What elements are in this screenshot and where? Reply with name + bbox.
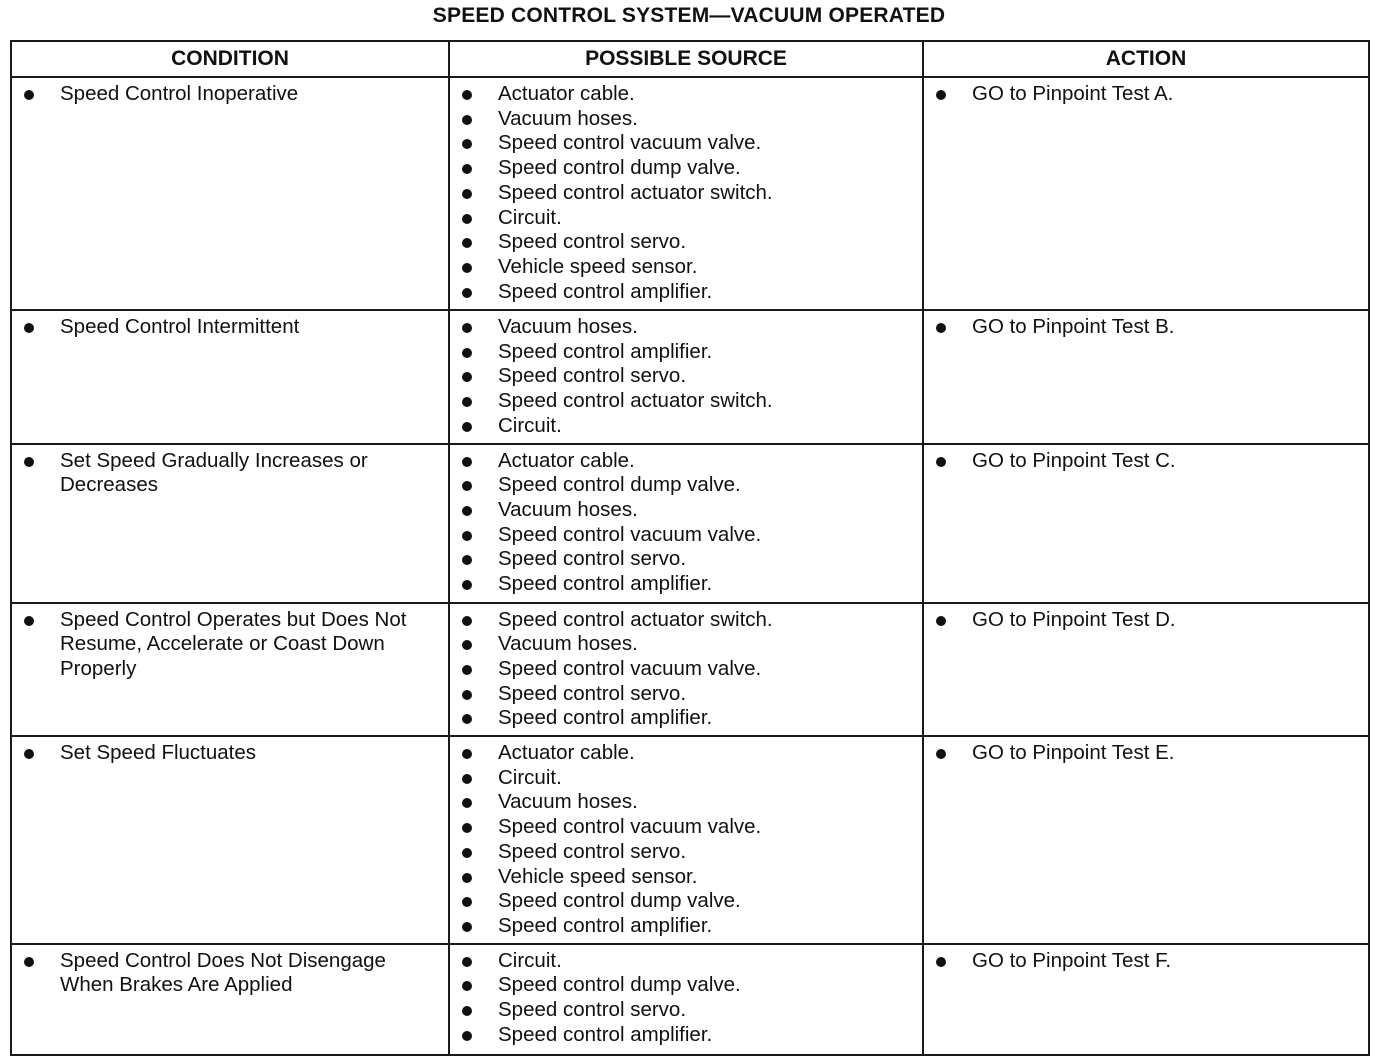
action-list-item [924,315,1368,340]
possible-source-cell [449,736,923,944]
source-text: Speed control amplifier. [498,279,713,303]
bullet-icon [462,214,472,224]
action-cell [923,603,1369,737]
action-list-item [924,608,1368,633]
source-list-item [450,865,922,890]
source-text: Speed control amplifier. [498,913,713,937]
source-text: Vacuum hoses. [498,790,638,814]
condition-list-item [12,315,448,340]
table-body [11,77,1369,1055]
source-text: Circuit. [498,413,562,437]
source-text: Speed control dump valve. [498,156,741,180]
source-text: Circuit. [498,948,562,972]
source-text: Speed control servo. [498,839,687,863]
action-list-item [924,82,1368,107]
condition-cell-list [12,949,448,998]
action-text: GO to Pinpoint Test A. [972,82,1174,105]
source-text: Speed control amplifier. [498,1022,713,1046]
source-list-item [450,315,922,340]
bullet-icon [462,897,472,907]
condition-text: Set Speed Fluctuates [60,741,257,765]
source-text: Speed control servo. [498,547,687,571]
source-list-item [450,206,922,231]
source-list-item [450,82,922,107]
source-text: Speed control vacuum valve. [498,522,762,546]
source-text: Speed control amplifier. [498,572,713,596]
bullet-icon [462,580,472,590]
possible-source-cell-list [450,608,922,732]
source-list-item [450,389,922,414]
condition-cell-list [12,82,448,107]
bullet-icon [24,323,34,333]
possible-source-cell [449,444,923,603]
source-list-item [450,255,922,280]
bullet-icon [462,774,472,784]
source-list-item [450,364,922,389]
bullet-icon [462,957,472,967]
bullet-icon [462,263,472,273]
bullet-icon [462,848,472,858]
table-row [11,736,1369,944]
page-title: SPEED CONTROL SYSTEM—VACUUM OPERATED [432,4,946,27]
source-text: Speed control dump valve. [498,889,741,913]
condition-cell-list [12,741,448,766]
table-row [11,944,1369,1055]
bullet-icon [462,823,472,833]
condition-cell [11,944,449,1055]
table-row [11,444,1369,603]
possible-source-cell-list [450,949,922,1048]
source-text: Vacuum hoses. [498,497,638,521]
source-list-item [450,280,922,305]
diagnosis-table [10,40,1370,1056]
bullet-icon [24,616,34,626]
possible-source-cell-list [450,449,922,597]
possible-source-cell-list [450,315,922,439]
source-list-item [450,473,922,498]
source-list-item [450,1023,922,1048]
header-row [11,41,1369,77]
source-list-item [450,949,922,974]
source-list-item [450,449,922,474]
bullet-icon [936,749,946,759]
bullet-icon [462,531,472,541]
source-list-item [450,889,922,914]
source-text: Speed control servo. [498,364,687,388]
source-list-item [450,572,922,597]
source-list-item [450,973,922,998]
source-text: Vehicle speed sensor. [498,864,698,888]
source-list-item [450,547,922,572]
action-text: GO to Pinpoint Test F. [972,948,1172,972]
action-text: GO to Pinpoint Test D. [972,607,1176,631]
source-list-item [450,608,922,633]
table-row [11,77,1369,310]
bullet-icon [462,90,472,100]
condition-cell [11,603,449,737]
table-row [11,603,1369,737]
source-text: Actuator cable. [498,741,635,765]
source-list-item [450,107,922,132]
condition-cell [11,736,449,944]
source-text: Speed control servo. [498,998,687,1022]
possible-source-cell [449,603,923,737]
bullet-icon [462,288,472,298]
source-list-item [450,657,922,682]
source-text: Vehicle speed sensor. [498,254,698,278]
action-cell-list [924,949,1368,974]
bullet-icon [24,749,34,759]
bullet-icon [462,323,472,333]
source-list-item [450,414,922,439]
source-list-item [450,706,922,731]
bullet-icon [462,714,472,724]
action-cell-list [924,449,1368,474]
source-text: Speed control actuator switch. [498,180,773,204]
possible-source-cell [449,310,923,444]
possible-source-cell [449,77,923,310]
source-list-item [450,181,922,206]
bullet-icon [462,164,472,174]
source-list-item [450,498,922,523]
source-text: Speed control amplifier. [498,706,713,730]
bullet-icon [462,922,472,932]
bullet-icon [462,481,472,491]
bullet-icon [462,506,472,516]
source-list-item [450,156,922,181]
action-cell [923,77,1369,310]
action-cell [923,944,1369,1055]
action-cell [923,310,1369,444]
bullet-icon [24,457,34,467]
action-cell-list [924,315,1368,340]
bullet-icon [936,957,946,967]
bullet-icon [24,957,34,967]
condition-cell [11,77,449,310]
possible-source-cell-list [450,741,922,939]
bullet-icon [462,189,472,199]
source-list-item [450,914,922,939]
source-list-item [450,131,922,156]
table-row [11,310,1369,444]
source-text: Speed control vacuum valve. [498,131,762,155]
bullet-icon [462,115,472,125]
action-cell [923,736,1369,944]
bullet-icon [462,457,472,467]
source-text: Vacuum hoses. [498,632,638,656]
source-list-item [450,998,922,1023]
condition-list-item [12,949,448,998]
bullet-icon [462,981,472,991]
condition-cell-list [12,608,448,682]
source-list-item [450,340,922,365]
condition-list-item [12,82,448,107]
source-list-item [450,790,922,815]
bullet-icon [462,238,472,248]
condition-cell-list [12,449,448,498]
bullet-icon [462,372,472,382]
action-cell-list [924,741,1368,766]
action-text: GO to Pinpoint Test C. [972,448,1176,472]
source-list-item [450,523,922,548]
possible-source-cell-list [450,82,922,304]
header-action: ACTION [923,41,1369,77]
condition-text: Set Speed Gradually Increases or Decreases [60,448,368,497]
bullet-icon [936,90,946,100]
bullet-icon [462,422,472,432]
source-list-item [450,632,922,657]
source-text: Circuit. [498,205,562,229]
condition-text: Speed Control Operates but Does Not Resume, Accelerate or Coast Down Properly [60,607,407,680]
source-text: Circuit. [498,765,562,789]
source-text: Speed control dump valve. [498,973,741,997]
bullet-icon [936,457,946,467]
source-list-item [450,815,922,840]
source-text: Vacuum hoses. [498,106,638,130]
bullet-icon [462,348,472,358]
condition-text: Speed Control Does Not Disengage When Brakes Are Applied [60,948,386,997]
source-text: Actuator cable. [498,82,635,105]
condition-cell [11,444,449,603]
bullet-icon [462,798,472,808]
condition-list-item [12,741,448,766]
action-cell-list [924,82,1368,107]
condition-list-item [12,449,448,498]
header-possible-source: POSSIBLE SOURCE [449,41,923,77]
source-text: Speed control servo. [498,681,687,705]
bullet-icon [24,90,34,100]
action-cell [923,444,1369,603]
bullet-icon [462,665,472,675]
bullet-icon [462,1031,472,1041]
action-text: GO to Pinpoint Test B. [972,315,1175,338]
source-text: Speed control vacuum valve. [498,815,762,839]
condition-text: Speed Control Inoperative [60,82,299,105]
source-text: Speed control amplifier. [498,339,713,363]
bullet-icon [462,690,472,700]
condition-list-item [12,608,448,682]
possible-source-cell [449,944,923,1055]
bullet-icon [462,873,472,883]
bullet-icon [936,323,946,333]
source-text: Speed control dump valve. [498,473,741,497]
source-list-item [450,682,922,707]
bullet-icon [462,640,472,650]
action-cell-list [924,608,1368,633]
condition-cell-list [12,315,448,340]
bullet-icon [462,616,472,626]
header-condition: CONDITION [11,41,449,77]
condition-cell [11,310,449,444]
source-list-item [450,230,922,255]
condition-text: Speed Control Intermittent [60,315,300,338]
source-text: Vacuum hoses. [498,315,638,338]
action-list-item [924,449,1368,474]
source-text: Actuator cable. [498,448,635,472]
bullet-icon [462,139,472,149]
action-list-item [924,949,1368,974]
bullet-icon [462,397,472,407]
source-list-item [450,766,922,791]
action-list-item [924,741,1368,766]
source-text: Speed control actuator switch. [498,389,773,413]
bullet-icon [462,555,472,565]
source-text: Speed control vacuum valve. [498,656,762,680]
action-text: GO to Pinpoint Test E. [972,741,1175,765]
source-list-item [450,840,922,865]
source-text: Speed control servo. [498,230,687,254]
bullet-icon [462,1006,472,1016]
bullet-icon [936,616,946,626]
source-list-item [450,741,922,766]
source-text: Speed control actuator switch. [498,607,773,631]
bullet-icon [462,749,472,759]
